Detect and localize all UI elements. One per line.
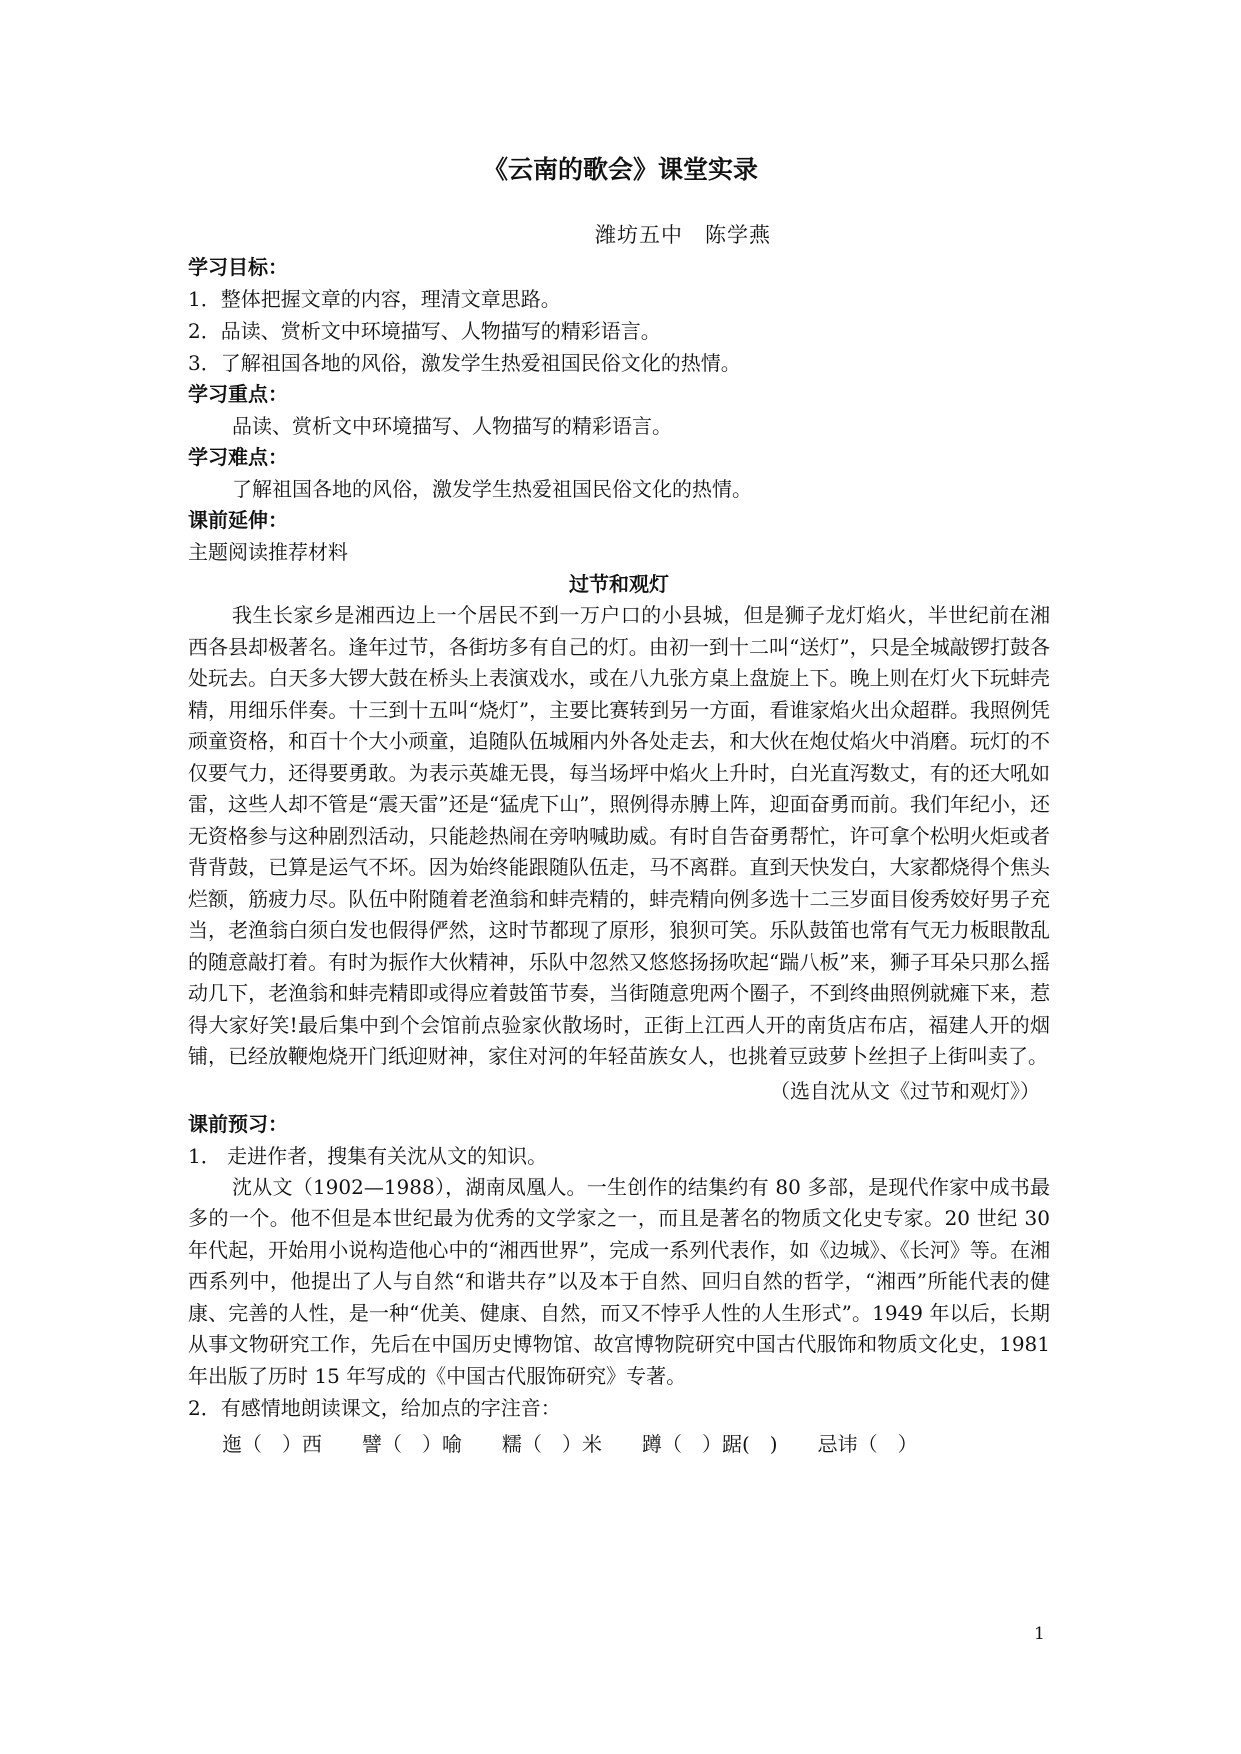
preview-item-2: 2．有感情地朗读课文，给加点的字注音： [188, 1396, 561, 1420]
author-bio: 沈从文（1902—1988），湖南凤凰人。一生创作的结集约有 80 多部，是现代作家中成书最多的一个。他不但是本世纪最为优秀的文学家之一，而且是著名的物质文化史专家。20 世纪 30 年代起，开始用小说构造他心中的“湘西世界”，完成一系列代表作，如《边城》、《长河》等。在湘西系列中，他提出了人与自然“和谐共存”以及本于自然、回归自然的哲学，“湘西”所能代表的健康、完善的人性，是一种“优美、健康、自然，而又不悖乎人性的人生形式”。1949 年以后，长期从事文物研究工作，先后在中国历史博物馆、故宫博物院研究中国古代服饰和物质文化史，1981 年出版了历时 15 年写成的《中国古代服饰研究》专著。 [188, 1174, 1050, 1388]
author-line: 潍坊五中 陈学燕 [595, 223, 771, 247]
key-points-heading: 学习重点： [188, 382, 288, 406]
extension-subheading: 主题阅读推荐材料 [188, 540, 348, 564]
goal-item-3: 3．了解祖国各地的风俗，激发学生热爱祖国民俗文化的热情。 [188, 351, 741, 375]
extension-heading: 课前延伸： [188, 508, 288, 532]
document-body [188, 252, 1050, 1464]
page-title: 《云南的歌会》课堂实录 [482, 155, 758, 184]
difficulties-text: 了解祖国各地的风俗，激发学生热爱祖国民俗文化的热情。 [232, 477, 752, 501]
pinyin-exercise-row: 迤（ ）西 譬（ ）喻 糯（ ）米 蹲（ ）踞( ) 忌讳（ ） [222, 1432, 918, 1456]
reading-title: 过节和观灯 [569, 572, 669, 596]
page-number: 1 [1034, 1624, 1045, 1644]
goals-heading: 学习目标： [188, 255, 288, 279]
preview-heading: 课前预习： [188, 1111, 288, 1136]
difficulties-heading: 学习难点： [188, 445, 288, 469]
goal-item-2: 2．品读、赏析文中环境描写、人物描写的精彩语言。 [188, 319, 661, 343]
reading-source: （选自沈从文《过节和观灯》） [770, 1078, 1040, 1103]
reading-passage: 我生长家乡是湘西边上一个居民不到一万户口的小县城，但是狮子龙灯焰火，半世纪前在湘西各县却极著名。逢年过节，各街坊多有自己的灯。由初一到十二叫“送灯”，只是全城敲锣打鼓各处玩去。白天多大锣大鼓在桥头上表演戏水，或在八九张方桌上盘旋上下。晚上则在灯火下玩蚌壳精，用细乐伴奏。十三到十五叫“烧灯”，主要比赛转到另一方面，看谁家焰火出众超群。我照例凭顽童资格，和百十个大小顽童，追随队伍城厢内外各处走去，和大伙在炮仗焰火中消磨。玩灯的不仅要气力，还得要勇敢。为表示英雄无畏，每当场坪中焰火上升时，白光直泻数丈，有的还大吼如雷，这些人却不管是“震天雷”还是“猛虎下山”，照例得赤膊上阵，迎面奋勇而前。我们年纪小，还无资格参与这种剧烈活动，只能趁热闹在旁呐喊助威。有时自告奋勇帮忙，许可拿个松明火炬或者背背鼓，已算是运气不坏。因为始终能跟随队伍走，马不离群。直到天快发白，大家都烧得个焦头烂额，筋疲力尽。队伍中附随着老渔翁和蚌壳精的，蚌壳精向例多选十二三岁面目俊秀姣好男子充当，老渔翁白须白发也假得俨然，这时节都现了原形，狼狈可笑。乐队鼓笛也常有气无力板眼散乱的随意敲打着。有时为振作大伙精神，乐队中忽然又悠悠扬扬吹起“踹八板”来，狮子耳朵只那么摇动几下，老渔翁和蚌壳精即或得应着鼓笛节奏，当街随意兜两个圈子，不到终曲照例就瘫下来，惹得大家好笑!最后集中到个会馆前点验家伙散场时，正街上江西人开的南货店布店，福建人开的烟铺，已经放鞭炮烧开门纸迎财神，家住对河的年轻苗族女人，也挑着豆豉萝卜丝担子上街叫卖了。 [188, 603, 1050, 1068]
preview-item-1: 1． 走进作者，搜集有关沈从文的知识。 [188, 1143, 548, 1168]
key-points-text: 品读、赏析文中环境描写、人物描写的精彩语言。 [232, 414, 672, 438]
goal-item-1: 1．整体把握文章的内容，理清文章思路。 [188, 287, 561, 311]
